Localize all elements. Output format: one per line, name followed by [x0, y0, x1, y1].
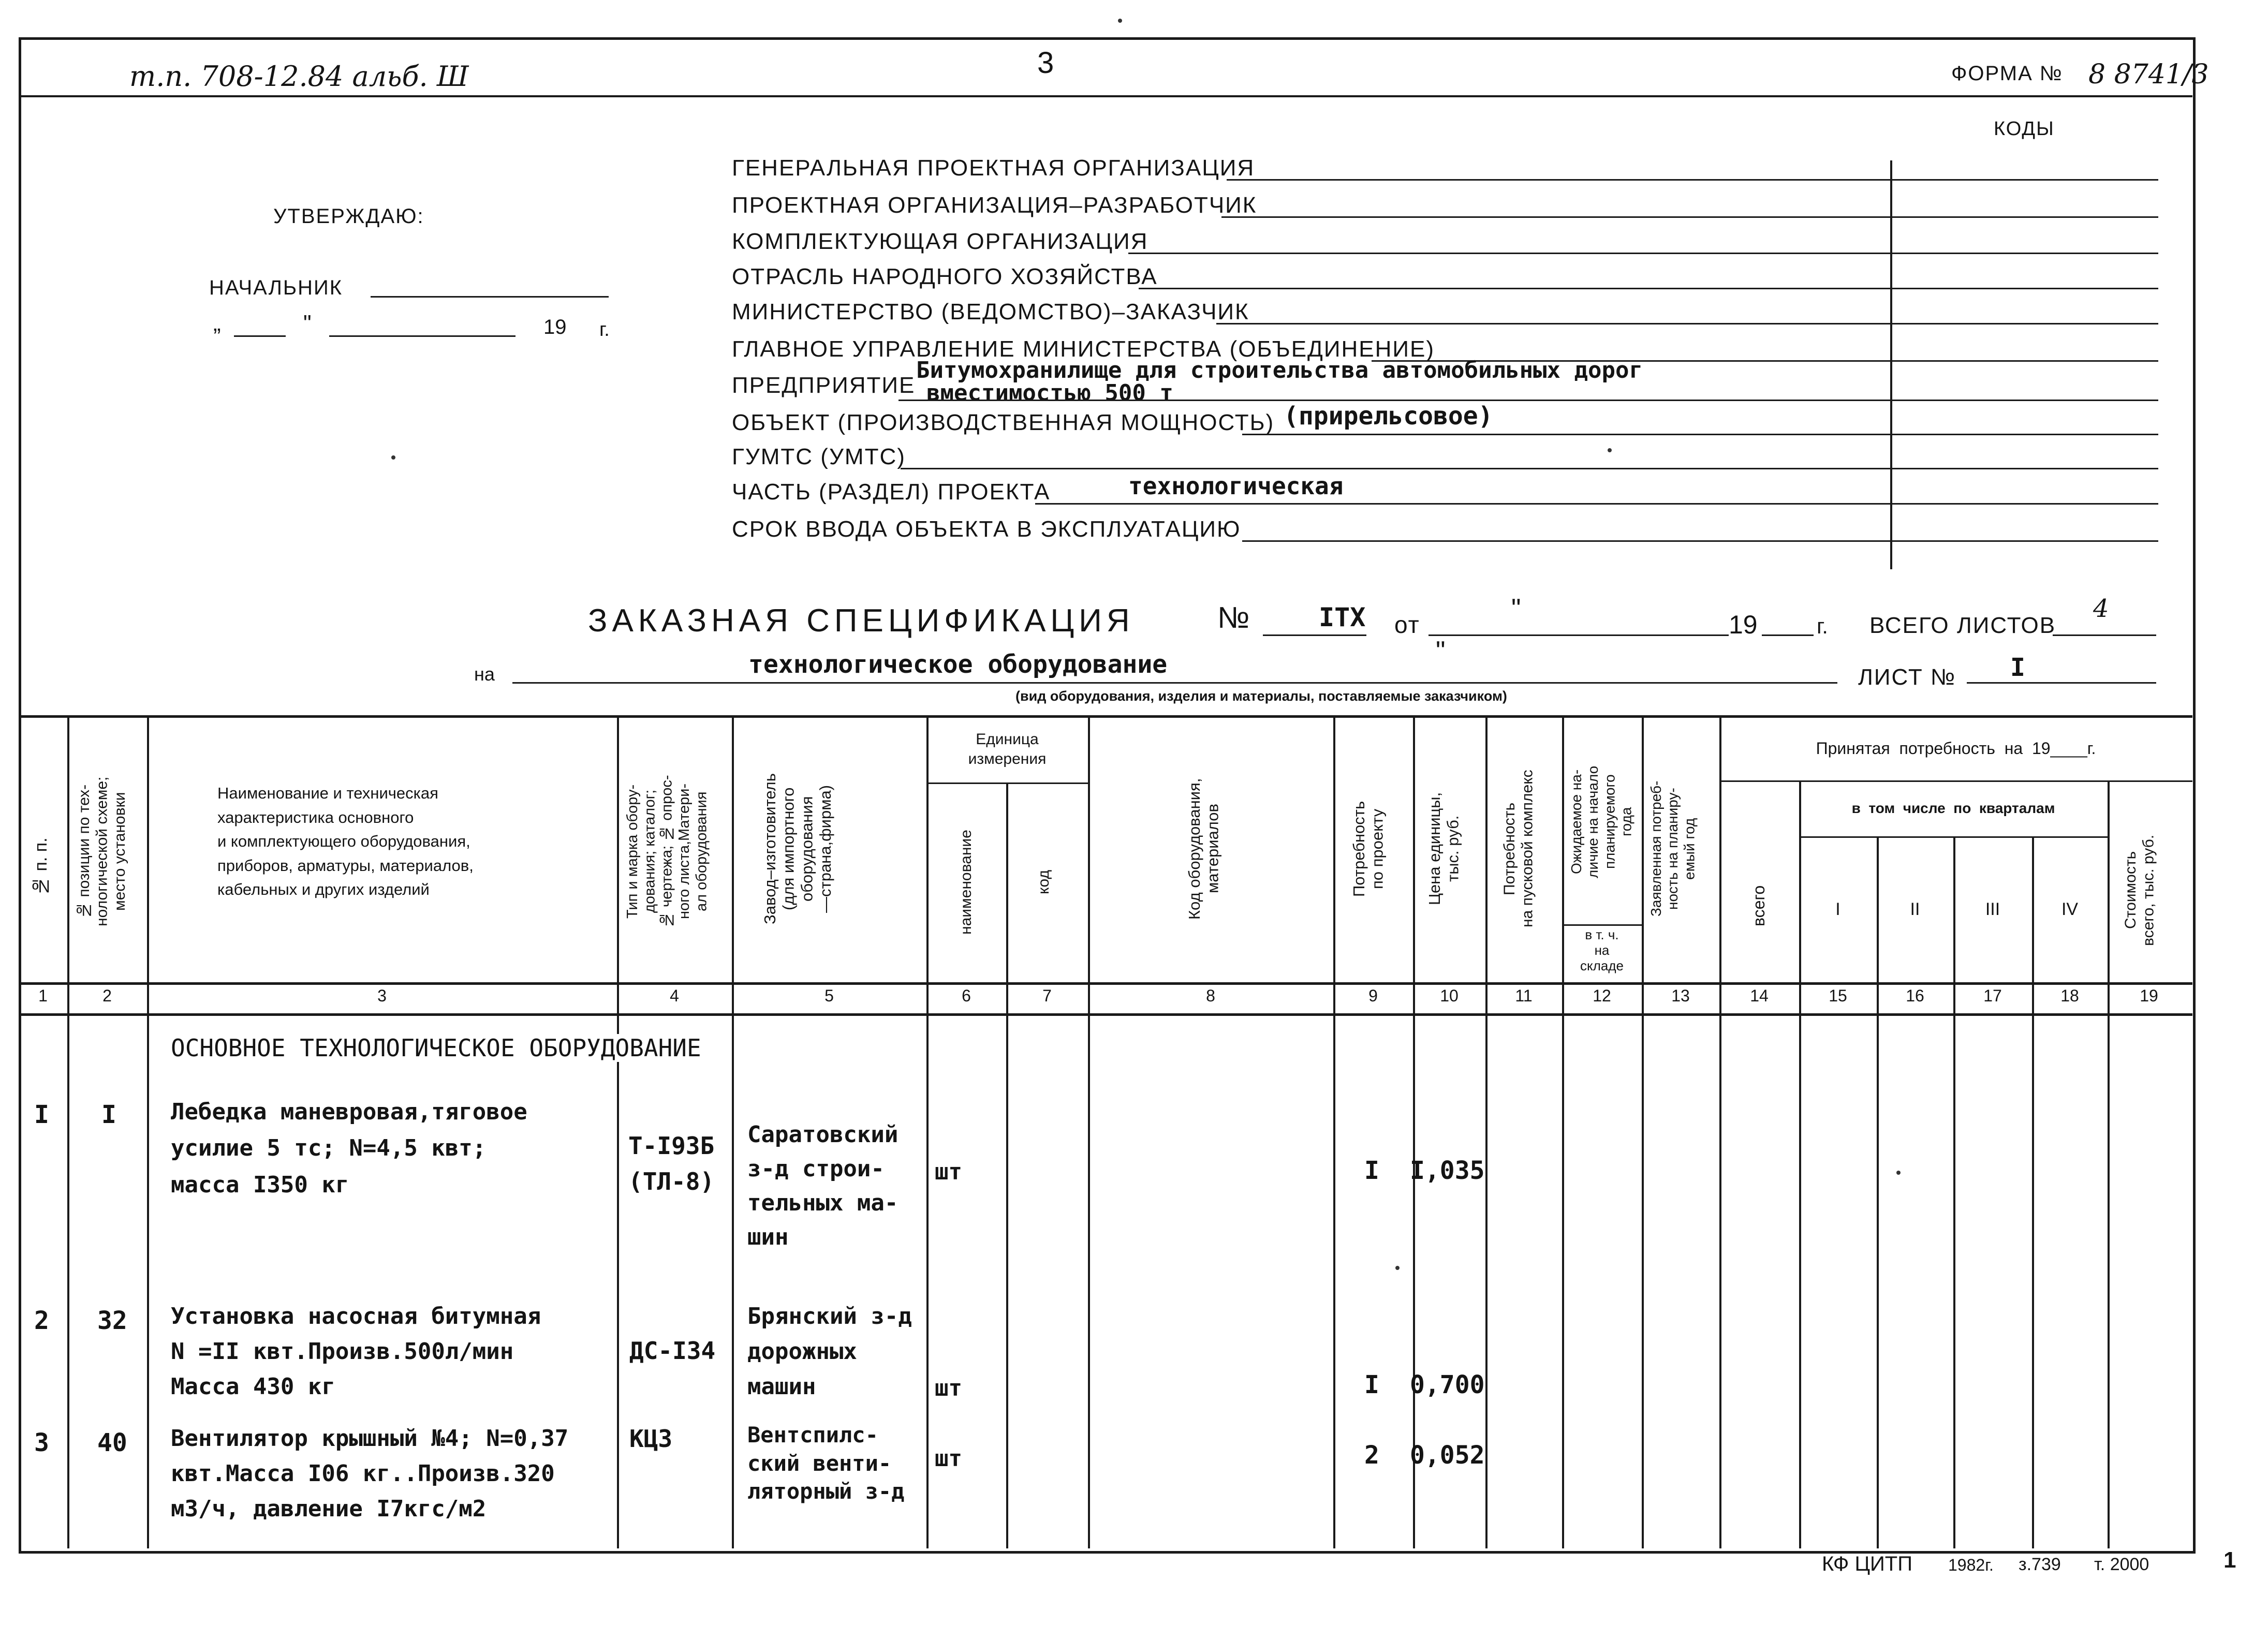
header-divider — [19, 95, 2192, 97]
col-number: 11 — [1515, 986, 1533, 1005]
col-divider-5 — [926, 716, 929, 1548]
ministry-line — [1216, 323, 2158, 324]
scan-speck — [391, 455, 395, 460]
row-1-type: Т-I93Б (ТЛ-8) — [628, 1132, 715, 1195]
col-header-type: Тип и марка обору- дования; каталог; № чертежа; № опрос- ного листа,Матери- ал оборудования — [624, 775, 710, 928]
supplier-org-line — [1128, 253, 2158, 254]
total-sheets-line — [2053, 634, 2156, 636]
col-header-cost: Стоимость всего, тыс. руб. — [2122, 834, 2157, 946]
enterprise-label: ПРЕДПРИЯТИЕ — [732, 373, 916, 398]
object-value: (прирельсовое) — [1284, 402, 1493, 431]
form-number: 8 8741/3 — [2088, 59, 2209, 90]
date-month-line — [329, 335, 516, 337]
col-header-project-need: Потребность по проекту — [1350, 801, 1387, 897]
row-1-maker: Саратовский з-д строи- тельных ма- шин — [747, 1121, 899, 1250]
industry-label: ОТРАСЛЬ НАРОДНОГО ХОЗЯЙСТВА — [732, 264, 1158, 289]
sheet-no-label: ЛИСТ № — [1858, 664, 1956, 690]
col-divider-8 — [1333, 716, 1335, 1548]
col-number: 4 — [670, 986, 679, 1005]
row-3-number: 3 — [34, 1428, 49, 1457]
col-header-quarters-group: в том числе по кварталам — [1851, 800, 2055, 816]
col-divider-17 — [2032, 837, 2034, 1548]
row-1-name: Лебедка маневровая,тяговое усилие 5 тс; N=4,5 квт; масса I350 кг — [171, 1099, 527, 1198]
spec-date-quote-1: " — [1511, 594, 1521, 624]
row-1-unit: шт — [935, 1159, 962, 1185]
col-header-unit-name: наименование — [958, 830, 975, 935]
row-1-qty: I — [1364, 1156, 1379, 1185]
row-2-price: 0,700 — [1410, 1370, 1485, 1399]
spec-title: ЗАКАЗНАЯ СПЕЦИФИКАЦИЯ — [588, 603, 1135, 639]
page-number: 3 — [1037, 46, 1054, 80]
row-2-type: ДС-I34 — [629, 1337, 716, 1365]
col-header-q1: I — [1835, 899, 1840, 919]
col-number: 9 — [1368, 986, 1378, 1005]
enterprise-line — [899, 400, 2158, 401]
col-header-expected-stock: Ожидаемое на- личие на начало планируемого года — [1568, 765, 1634, 878]
col-header-q3: III — [1985, 899, 2000, 919]
spec-from-label: от — [1394, 611, 1420, 638]
col-number: 18 — [2060, 986, 2079, 1005]
ministry-label: МИНИСТЕРСТВО (ВЕДОМСТВО)–ЗАКАЗЧИК — [732, 299, 1249, 324]
spec-on-label: на — [474, 663, 495, 685]
date-year-suffix: г. — [599, 319, 610, 341]
col-number: 2 — [102, 986, 112, 1005]
row-3-price: 0,052 — [1410, 1441, 1485, 1470]
project-part-label: ЧАСТЬ (РАЗДЕЛ) ПРОЕКТА — [732, 479, 1051, 505]
col-divider-6 — [1006, 784, 1008, 1548]
col-header-in-stock: в т. ч. на складе — [1580, 927, 1624, 973]
chief-signature-line — [371, 296, 609, 298]
col-divider-1 — [67, 716, 69, 1548]
col-header-row-no: № п. п. — [31, 837, 51, 896]
col-divider-4 — [732, 716, 734, 1548]
col-divider-15 — [1877, 837, 1879, 1548]
date-year: 19 — [543, 316, 567, 338]
row-3-name: Вентилятор крышный №4; N=0,37 квт.Масса I06 кг..Произв.320 м3/ч, давление I7кгс/м2 — [171, 1425, 569, 1523]
section-title: ОСНОВНОЕ ТЕХНОЛОГИЧЕСКОЕ ОБОРУДОВАНИЕ — [171, 1034, 701, 1062]
kind-note: (вид оборудования, изделия и материалы, поставляемые заказчиком) — [1015, 688, 1507, 704]
col-divider-12 — [1642, 716, 1644, 1548]
row-3-type: КЦ3 — [629, 1425, 673, 1453]
supplier-org-label: КОМПЛЕКТУЮЩАЯ ОРГАНИЗАЦИЯ — [732, 229, 1148, 254]
general-org-line — [1227, 179, 2158, 181]
col-header-q2: II — [1910, 899, 1920, 919]
col-header-total: всего — [1749, 885, 1768, 926]
spec-no-label: № — [1217, 601, 1250, 634]
footer-year: 1982г. — [1948, 1556, 1994, 1574]
col-header-accepted-need: Принятая потребность на 19____г. — [1816, 739, 2096, 758]
date-day-line — [234, 335, 286, 337]
enterprise-value: Битумохранилище для строительства автомобильных дорог — [916, 357, 1643, 383]
row-3-position: 40 — [97, 1428, 127, 1457]
col-divider-11 — [1562, 716, 1564, 1548]
deadline-line — [1242, 540, 2158, 542]
chief-label: НАЧАЛЬНИК — [209, 276, 343, 299]
form-label: ФОРМА № — [1951, 62, 2063, 85]
date-quote-close: " — [303, 311, 312, 336]
row-2-qty: I — [1364, 1370, 1379, 1399]
spec-on-line — [512, 682, 1837, 684]
col-divider-18 — [2108, 781, 2110, 1548]
col-header-declared-need: Заявленная потреб- ность на планиру- емый год — [1648, 780, 1698, 917]
col-header-startup-need: Потребность на пусковой комплекс — [1501, 770, 1536, 928]
col-number: 17 — [1983, 986, 2002, 1005]
col-header-unit-price: Цена единицы, тыс. руб. — [1425, 792, 1462, 906]
codes-label: КОДЫ — [1994, 118, 2055, 140]
col-header-name: Наименование и техническая характеристика основного и комплектующего оборудования, приборов, арматуры, материалов, кабельных и других изделий — [217, 784, 474, 898]
col-header-position: № позиции по тех- нологической схеме; место установки — [76, 776, 128, 926]
industry-line — [1139, 288, 2158, 289]
sheet-no-line — [1967, 682, 2156, 684]
spec-date-line — [1428, 634, 1729, 636]
col-number: 12 — [1593, 986, 1611, 1005]
total-sheets-value: 4 — [2093, 594, 2109, 623]
col-number: 6 — [962, 986, 971, 1005]
footer-run: т. 2000 — [2094, 1555, 2149, 1574]
col-number: 13 — [1671, 986, 1690, 1005]
col-divider-3 — [617, 716, 619, 1548]
col-number: 5 — [824, 986, 834, 1005]
col-number: 19 — [2140, 986, 2158, 1005]
col-number: 16 — [1906, 986, 1924, 1005]
gumts-label: ГУМТС (УМТС) — [732, 444, 906, 469]
footer-press: КФ ЦИТП — [1822, 1553, 1912, 1575]
table-top-border — [19, 715, 2192, 718]
sheet-no-value: I — [2010, 653, 2025, 682]
row-2-maker: Брянский з-д дорожных машин — [747, 1303, 912, 1400]
row-1-position: I — [101, 1100, 116, 1129]
col-divider-14 — [1799, 781, 1801, 1548]
col-divider-7 — [1088, 716, 1090, 1548]
col-number: 15 — [1829, 986, 1847, 1005]
col-number: 14 — [1750, 986, 1769, 1005]
project-reference: т.п. 708-12.84 альб. Ш — [129, 60, 469, 93]
col-header-q4: IV — [2061, 899, 2079, 919]
total-sheets-label: ВСЕГО ЛИСТОВ — [1869, 613, 2056, 638]
spec-year-line — [1762, 634, 1814, 636]
developer-org-label: ПРОЕКТНАЯ ОРГАНИЗАЦИЯ–РАЗРАБОТЧИК — [732, 193, 1257, 218]
scan-speck — [1395, 1266, 1400, 1270]
col-divider-9 — [1413, 716, 1415, 1548]
col-number: 1 — [38, 986, 48, 1005]
project-part-line — [1035, 503, 2158, 505]
row-3-unit: шт — [935, 1445, 962, 1472]
col-divider-10 — [1485, 716, 1488, 1548]
object-label: ОБЪЕКТ (ПРОИЗВОДСТВЕННАЯ МОЩНОСТЬ) — [732, 410, 1275, 435]
spec-no-value: ITX — [1319, 602, 1366, 632]
row-2-name: Установка насосная битумная N =II квт.Произв.500л/мин Масса 430 кг — [171, 1303, 541, 1400]
col-header-unit-code: код — [1035, 870, 1052, 895]
col-number: 10 — [1440, 986, 1459, 1005]
footer-order: з.739 — [2019, 1555, 2061, 1574]
scan-speck — [1118, 19, 1122, 23]
codes-divider — [1890, 160, 1892, 569]
row-1-price: I,035 — [1410, 1156, 1485, 1185]
approve-label: УТВЕРЖДАЮ: — [273, 205, 424, 228]
body-top — [19, 1013, 2192, 1016]
col-header-maker: Завод–изготовитель (для импортного оборудования —страна,фирма) — [761, 773, 834, 924]
col-divider-16 — [1953, 837, 1955, 1548]
general-org-label: ГЕНЕРАЛЬНАЯ ПРОЕКТНАЯ ОРГАНИЗАЦИЯ — [732, 155, 1255, 181]
need-group-line — [1719, 780, 2192, 782]
col-divider-2 — [147, 716, 149, 1548]
col-header-equipment-code: Код оборудования, материалов — [1185, 778, 1222, 920]
spec-date-quote-2: " — [1436, 636, 1446, 666]
spec-on-value: технологическое оборудование — [748, 650, 1168, 679]
date-quote-open: „ — [213, 311, 221, 336]
row-1-number: I — [34, 1100, 49, 1129]
object-line — [1242, 434, 2158, 435]
gumts-line — [901, 468, 2158, 469]
spec-no-line — [1263, 634, 1366, 636]
row-2-position: 32 — [97, 1306, 127, 1335]
row-2-number: 2 — [34, 1306, 49, 1335]
row-3-qty: 2 — [1364, 1441, 1379, 1470]
deadline-label: СРОК ВВОДА ОБЪЕКТА В ЭКСПЛУАТАЦИЮ — [732, 516, 1241, 542]
col-header-unit-group: Единица измерения — [968, 731, 1047, 767]
main-dept-label: ГЛАВНОЕ УПРАВЛЕНИЕ МИНИСТЕРСТВА (ОБЪЕДИНЕНИЕ) — [732, 336, 1435, 362]
col-divider-13 — [1719, 716, 1721, 1548]
col-number-row-top — [19, 982, 2192, 985]
project-part-value: технологическая — [1128, 472, 1344, 500]
enterprise-value-2: вместимостью 500 т — [926, 380, 1173, 406]
row-3-maker: Вентспилс- ский венти- ляторный з-д — [747, 1422, 905, 1504]
spec-year-label: 19 — [1729, 610, 1758, 639]
row-2-unit: шт — [935, 1375, 962, 1401]
c12-sub-line — [1562, 924, 1642, 926]
col-number: 7 — [1042, 986, 1052, 1005]
spec-year-suffix: г. — [1817, 614, 1828, 638]
scan-speck — [1608, 448, 1612, 452]
col-number: 3 — [377, 986, 387, 1005]
scan-speck — [1896, 1171, 1901, 1175]
footer-mark: 1 — [2223, 1547, 2236, 1573]
developer-org-line — [1221, 216, 2158, 218]
col-number: 8 — [1206, 986, 1215, 1005]
